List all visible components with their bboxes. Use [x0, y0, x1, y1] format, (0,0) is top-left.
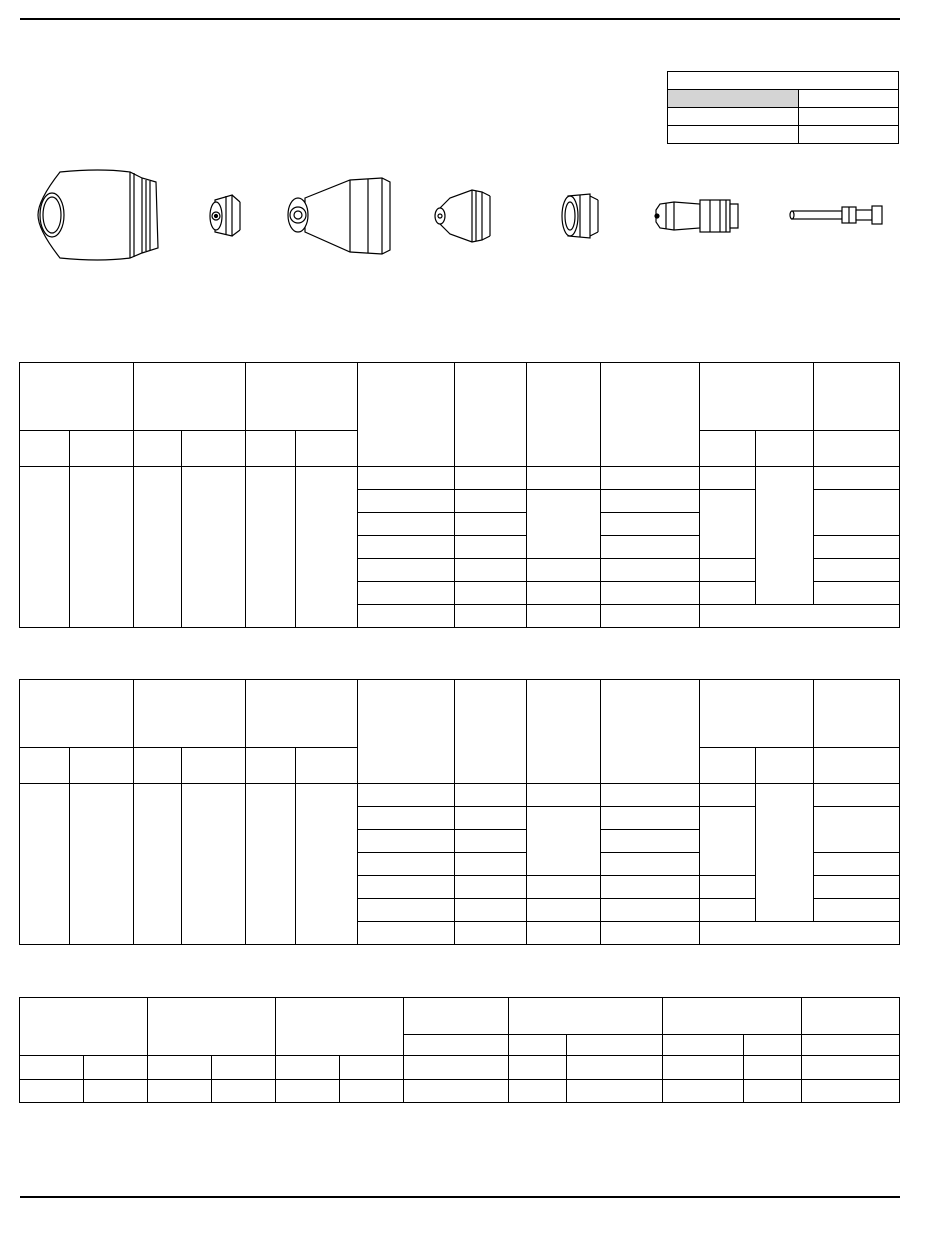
cut-chart-table-3: [19, 997, 900, 1103]
cut-chart-table-1: [19, 362, 900, 628]
table-row: [20, 1080, 900, 1103]
cut-chart-table-2: [19, 679, 900, 945]
table-row: [20, 784, 900, 807]
retaining-cap-drawing: [288, 178, 390, 254]
header-rule: [20, 18, 900, 20]
consumable-parts-illustration: [20, 160, 900, 270]
table-row: [668, 90, 899, 108]
shield-cap-drawing: [210, 195, 240, 236]
table-header-row: [20, 680, 900, 748]
nozzle-drawing: [435, 190, 490, 242]
table-row: [668, 108, 899, 126]
water-tube-drawing: [790, 206, 882, 224]
table-row: [20, 467, 900, 490]
footer-rule: [20, 1196, 900, 1198]
table-header-row: [20, 998, 900, 1035]
table-row: [668, 126, 899, 144]
legend-table: [667, 71, 899, 144]
table-header-row: [20, 363, 900, 431]
legend-title-cell: [668, 72, 899, 90]
shield-drawing: [38, 170, 158, 260]
electrode-drawing: [655, 200, 738, 232]
legend-shaded-cell: [668, 90, 799, 108]
swirl-ring-drawing: [562, 194, 598, 238]
table-row: [668, 72, 899, 90]
table-row: [20, 1056, 900, 1080]
